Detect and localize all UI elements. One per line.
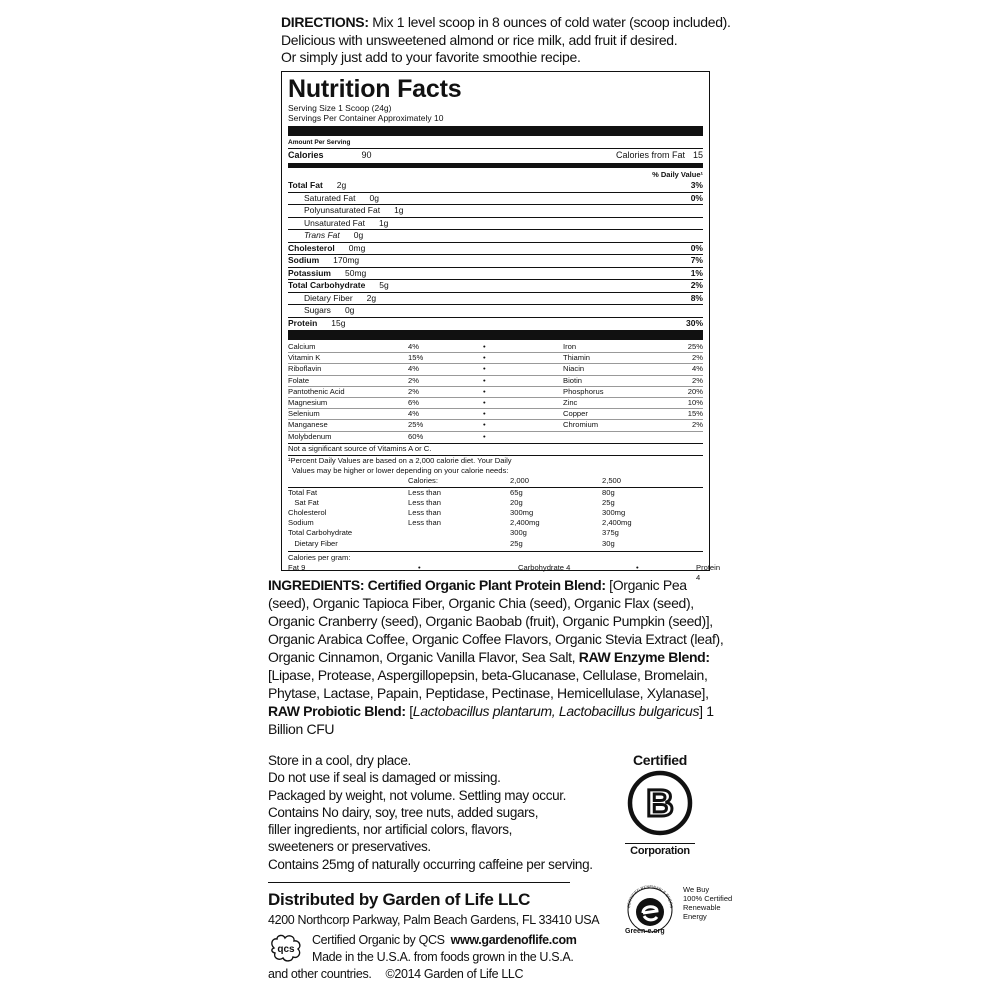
distributor-address: 4200 Northcorp Parkway, Palm Beach Gardens, FL 33410 USA	[268, 913, 600, 927]
nutrient-label: Unsaturated Fat	[304, 217, 365, 228]
mineral-name: Thiamin	[563, 353, 591, 363]
vitamin-row	[288, 408, 703, 419]
nutrient-row	[288, 204, 703, 217]
vitamin-pct: 4%	[408, 342, 419, 351]
vitamin-row	[288, 431, 703, 442]
footnote-line2: Values may be higher or lower depending on your calorie needs:	[292, 466, 509, 476]
vitamin-name: Magnesium	[288, 398, 328, 408]
footnote-header-cell	[288, 476, 408, 486]
directions	[281, 14, 741, 67]
footnote-cell: Less than	[408, 497, 441, 507]
blend3-close: ] 1 Billion CFU	[268, 703, 714, 737]
website-link[interactable]: www.gardenoflife.com	[450, 933, 577, 947]
storage-l5: filler ingredients, nor artificial colors, flavors,	[268, 822, 512, 838]
calories-value: 90	[361, 150, 372, 160]
nutrient-value: 50mg	[345, 267, 367, 278]
calories-per-gram-item: Carbohydrate 4	[518, 563, 571, 573]
distributor-divider	[268, 882, 570, 883]
mineral-name: Iron	[563, 342, 577, 351]
footnote-header-cell: Calories:	[408, 476, 438, 486]
nutrient-value: 2g	[366, 292, 377, 303]
separator-dot: •	[483, 409, 486, 419]
vitamin-row	[288, 386, 703, 397]
green-e-caption: Green-e.org	[625, 928, 665, 935]
calories-per-gram: Calories per gram:	[288, 552, 351, 562]
footnote-cell: 2,400mg	[510, 518, 540, 528]
bcorp-letter: B	[646, 783, 674, 825]
nutrient-value: 1g	[378, 217, 389, 228]
vitamin-pct: 2%	[408, 386, 419, 396]
vitamin-row	[288, 363, 703, 374]
blend1-label: Certified Organic Plant Protein Blend:	[364, 577, 606, 593]
storage-notes	[268, 752, 618, 873]
calories-label: Calories	[288, 150, 324, 160]
green-e-l4: Energy	[683, 912, 707, 921]
ingredients-label: INGREDIENTS:	[268, 577, 365, 593]
vitamin-name: Pantothenic Acid	[288, 386, 345, 396]
vitamin-name: Vitamin K	[288, 353, 321, 363]
bcorp-certified: Certified	[632, 752, 688, 768]
nutrient-dv: 8%	[690, 292, 703, 303]
nutrient-row	[288, 317, 703, 330]
separator-dot: •	[483, 353, 486, 363]
mineral-pct	[653, 432, 703, 442]
mineral-pct: 10%	[687, 398, 703, 408]
calories-per-gram-item: •	[418, 563, 421, 573]
mineral-pct: 15%	[687, 409, 703, 419]
nutrient-label: Potassium	[288, 267, 331, 278]
vitamin-row	[288, 419, 703, 430]
separator-dot: •	[483, 420, 486, 430]
blend3-italic: Lactobacillus plantarum, Lactobacillus bulgaricus	[412, 703, 700, 719]
calories-fat-label: Calories from Fat	[615, 150, 685, 160]
footnote-cell: 30g	[602, 538, 615, 548]
nutrition-title: Nutrition Facts	[288, 75, 462, 103]
footnote-cell: Less than	[408, 508, 441, 518]
nutrient-row	[288, 217, 703, 230]
nutrient-row	[288, 192, 703, 205]
vitamin-pct: 4%	[408, 409, 419, 419]
other-countries-line	[268, 967, 523, 981]
distributor-title: Distributed by Garden of Life LLC	[268, 890, 531, 909]
vitamin-name: Manganese	[288, 420, 328, 430]
mineral-name: Zinc	[563, 398, 578, 408]
nutrient-row	[288, 229, 703, 242]
calories-per-gram-item: •	[636, 563, 639, 573]
directions-line1: Mix 1 level scoop in 8 ounces of cold water (scoop included).	[368, 14, 731, 30]
nutrient-value: 0g	[344, 305, 355, 315]
footnote-cell: 20g	[510, 497, 523, 507]
footnote-table-row	[288, 539, 703, 549]
nutrient-row	[288, 180, 703, 192]
green-e-l2: 100% Certified	[683, 894, 733, 903]
vitamin-pct: 4%	[408, 364, 419, 374]
footnote-header-cell: 2,000	[510, 476, 530, 486]
nutrient-dv: 3%	[690, 180, 703, 190]
footnote-table-row	[288, 508, 703, 518]
nutrient-dv: 0%	[690, 242, 703, 253]
separator-dot: •	[483, 431, 486, 441]
amount-per-serving: Amount Per Serving	[288, 139, 351, 146]
nutrient-dv: 30%	[685, 317, 703, 328]
nutrient-row	[288, 254, 703, 267]
nutrient-label: Saturated Fat	[304, 192, 356, 203]
certified-line	[312, 933, 577, 947]
storage-l6: sweeteners or preservatives.	[268, 839, 431, 855]
mineral-name: Chromium	[563, 420, 599, 430]
storage-l4: Contains No dairy, soy, tree nuts, added sugars,	[268, 804, 539, 820]
blend2-text: [Lipase, Protease, Aspergillopepsin, beta-Glucanase, Cellulase, Bromelain, Phytase, Lactase, Papain, Peptidase, Pectinase, Hemicellulase, Xylanase],	[268, 667, 709, 701]
nutrient-label: Cholesterol	[288, 242, 335, 253]
vitamin-row	[288, 397, 703, 408]
separator-dot: •	[483, 342, 486, 351]
vitamin-pct: 25%	[408, 420, 424, 430]
ingredients	[268, 576, 728, 738]
qcs-logo-icon	[268, 933, 308, 963]
calories-fat-value: 15	[692, 150, 703, 160]
medium-divider	[288, 163, 703, 168]
footnote-table-row	[288, 488, 703, 498]
green-e-text	[683, 885, 753, 921]
footnote-table	[288, 476, 703, 548]
nutrient-value: 170mg	[333, 255, 360, 265]
nutrient-value: 5g	[379, 280, 389, 290]
nutrient-dv: 1%	[690, 267, 703, 278]
vitamin-pct: 2%	[408, 375, 419, 385]
calories-row	[288, 148, 703, 161]
mineral-name: Phosphorus	[563, 386, 604, 396]
mineral-pct: 2%	[692, 420, 703, 430]
nutrient-value: 15g	[331, 317, 346, 328]
mineral-pct: 20%	[687, 386, 703, 396]
directions-label: DIRECTIONS:	[281, 14, 369, 30]
bcorp-corporation: Corporation	[625, 843, 695, 857]
mineral-pct: 4%	[692, 364, 703, 374]
footnote-cell: Total Carbohydrate	[288, 528, 353, 538]
footnote-cell: Sat Fat	[288, 497, 319, 507]
footnote-cell: Less than	[408, 518, 441, 528]
footnote-cell: 80g	[602, 487, 615, 497]
footnote-cell: 300g	[510, 528, 527, 538]
vitamin-row	[288, 342, 703, 352]
footnote-line1: ¹Percent Daily Values are based on a 2,000 calorie diet. Your Daily	[288, 456, 512, 466]
directions-line2: Delicious with unsweetened almond or rice milk, add fruit if desired.	[281, 31, 678, 48]
vitamin-name: Riboflavin	[288, 364, 322, 374]
footnote-cell: 65g	[510, 487, 523, 497]
green-e-l1: We Buy	[683, 885, 710, 894]
nutrient-row	[288, 304, 703, 317]
blend2-label: RAW Enzyme Blend:	[578, 649, 710, 665]
nutrient-label: Sodium	[288, 255, 320, 265]
nutrient-label: Trans Fat	[304, 230, 340, 240]
copyright: ©2014 Garden of Life LLC	[385, 967, 524, 981]
footnote-cell: Less than	[408, 487, 441, 497]
other-countries: and other countries.	[268, 967, 372, 981]
mineral-pct: 2%	[692, 353, 703, 363]
separator-dot: •	[483, 398, 486, 408]
footnote-cell: 25g	[602, 497, 615, 507]
servings-per-container: Servings Per Container Approximately 10	[288, 113, 444, 123]
vitamin-name: Molybdenum	[288, 431, 332, 441]
nutrient-value: 2g	[336, 180, 347, 190]
footnote-cell: 2,400mg	[602, 518, 632, 528]
nutrient-value: 0g	[369, 192, 379, 203]
thick-divider	[288, 126, 703, 136]
vitamin-row	[288, 352, 703, 363]
certified-organic-text: Certified Organic by QCS	[312, 933, 445, 947]
vitamin-pct: 6%	[408, 398, 419, 408]
vitamin-name: Folate	[288, 375, 310, 385]
footnote-header-cell: 2,500	[602, 476, 622, 486]
mineral-name: Copper	[563, 409, 588, 419]
footnote-cell	[408, 539, 510, 549]
storage-l2: Do not use if seal is damaged or missing.	[268, 770, 501, 786]
footnote-cell: 375g	[602, 528, 619, 538]
footnote-cell: 300mg	[510, 508, 534, 518]
nutrient-dv: 2%	[690, 280, 703, 290]
nutrient-label: Total Carbohydrate	[288, 280, 366, 290]
mineral-pct: 2%	[692, 375, 703, 385]
footnote-cell: 300mg	[602, 508, 626, 518]
mineral-name: Biotin	[563, 375, 582, 385]
calories-per-gram-item: Protein 4	[696, 563, 721, 583]
green-e-ring-text: CERTIFIED RENEWABLE ENERG	[625, 883, 675, 909]
footnote-cell: Dietary Fiber	[288, 538, 338, 548]
blend3-label: RAW Probiotic Blend:	[268, 703, 406, 719]
footnote-cell	[408, 528, 510, 538]
mineral-pct: 25%	[687, 342, 703, 351]
nutrient-row	[288, 242, 703, 255]
nutrient-row	[288, 279, 703, 292]
footnote-cell: Total Fat	[288, 487, 318, 497]
vitamin-pct: 15%	[408, 353, 424, 363]
nutrient-label: Polyunsaturated Fat	[304, 205, 381, 215]
nutrient-value: 0g	[353, 230, 364, 240]
nutrient-row	[288, 267, 703, 280]
b-corp-logo	[620, 752, 700, 857]
made-in-usa: Made in the U.S.A. from foods grown in the U.S.A.	[312, 950, 574, 964]
nutrient-label: Total Fat	[288, 180, 323, 190]
dv-header: % Daily Value¹	[652, 170, 703, 179]
vitamin-pct: 60%	[408, 431, 424, 441]
mineral-name: Niacin	[563, 364, 585, 374]
calories-per-gram-item: Fat 9	[288, 563, 306, 573]
footnote-table-header	[288, 476, 703, 487]
not-significant: Not a significant source of Vitamins A or C.	[288, 443, 432, 453]
footnote-table-row	[288, 498, 703, 508]
storage-l1: Store in a cool, dry place.	[268, 753, 411, 768]
nutrient-value: 1g	[394, 205, 404, 215]
footnote-table-row	[288, 528, 703, 538]
nutrient-dv: 0%	[690, 192, 703, 203]
directions-line3: Or simply just add to your favorite smoothie recipe.	[281, 49, 581, 65]
separator-dot: •	[483, 375, 486, 385]
footnote-cell: 25g	[510, 538, 523, 548]
blend1-text: [Organic Pea (seed), Organic Tapioca Fiber, Organic Chia (seed), Organic Flax (seed), Organic Cranberry (seed), Organic Baobab (fruit), Organic Pumpkin (seed)], Organic Arabica Coffee, Organic Coffee Flavors, Organic Stevia Extract (leaf), Organic Cinnamon, Organic Vanilla Flavor, Sea Salt,	[268, 577, 724, 665]
nutrient-rows	[288, 180, 703, 329]
separator-dot: •	[483, 364, 486, 374]
nutrient-label: Dietary Fiber	[304, 292, 353, 303]
vitamin-name: Calcium	[288, 342, 316, 351]
nutrient-value: 0mg	[348, 242, 366, 253]
footnote-cell: Sodium	[288, 518, 314, 528]
vitamin-table	[288, 342, 703, 442]
nutrition-facts-panel	[281, 71, 721, 583]
footnote-table-row	[288, 518, 703, 528]
nutrient-label: Protein	[288, 317, 318, 328]
mineral-name	[563, 432, 653, 442]
serving-size: Serving Size 1 Scoop (24g)	[288, 103, 392, 113]
storage-l7: Contains 25mg of naturally occurring caffeine per serving.	[268, 856, 593, 872]
green-e-l3: Renewable	[683, 903, 721, 912]
storage-l3: Packaged by weight, not volume. Settling may occur.	[268, 787, 567, 803]
thick-divider-2	[288, 330, 703, 340]
blend3-open: [	[405, 703, 413, 719]
nutrient-dv: 7%	[690, 255, 703, 265]
nutrient-row	[288, 292, 703, 305]
nutrient-label: Sugars	[304, 305, 331, 315]
footnote-cell: Cholesterol	[288, 508, 327, 518]
b-corp-icon	[625, 768, 695, 838]
vitamin-name: Selenium	[288, 409, 320, 419]
vitamin-row	[288, 375, 703, 386]
separator-dot: •	[483, 386, 486, 396]
qcs-logo-text: qcs	[277, 944, 295, 955]
